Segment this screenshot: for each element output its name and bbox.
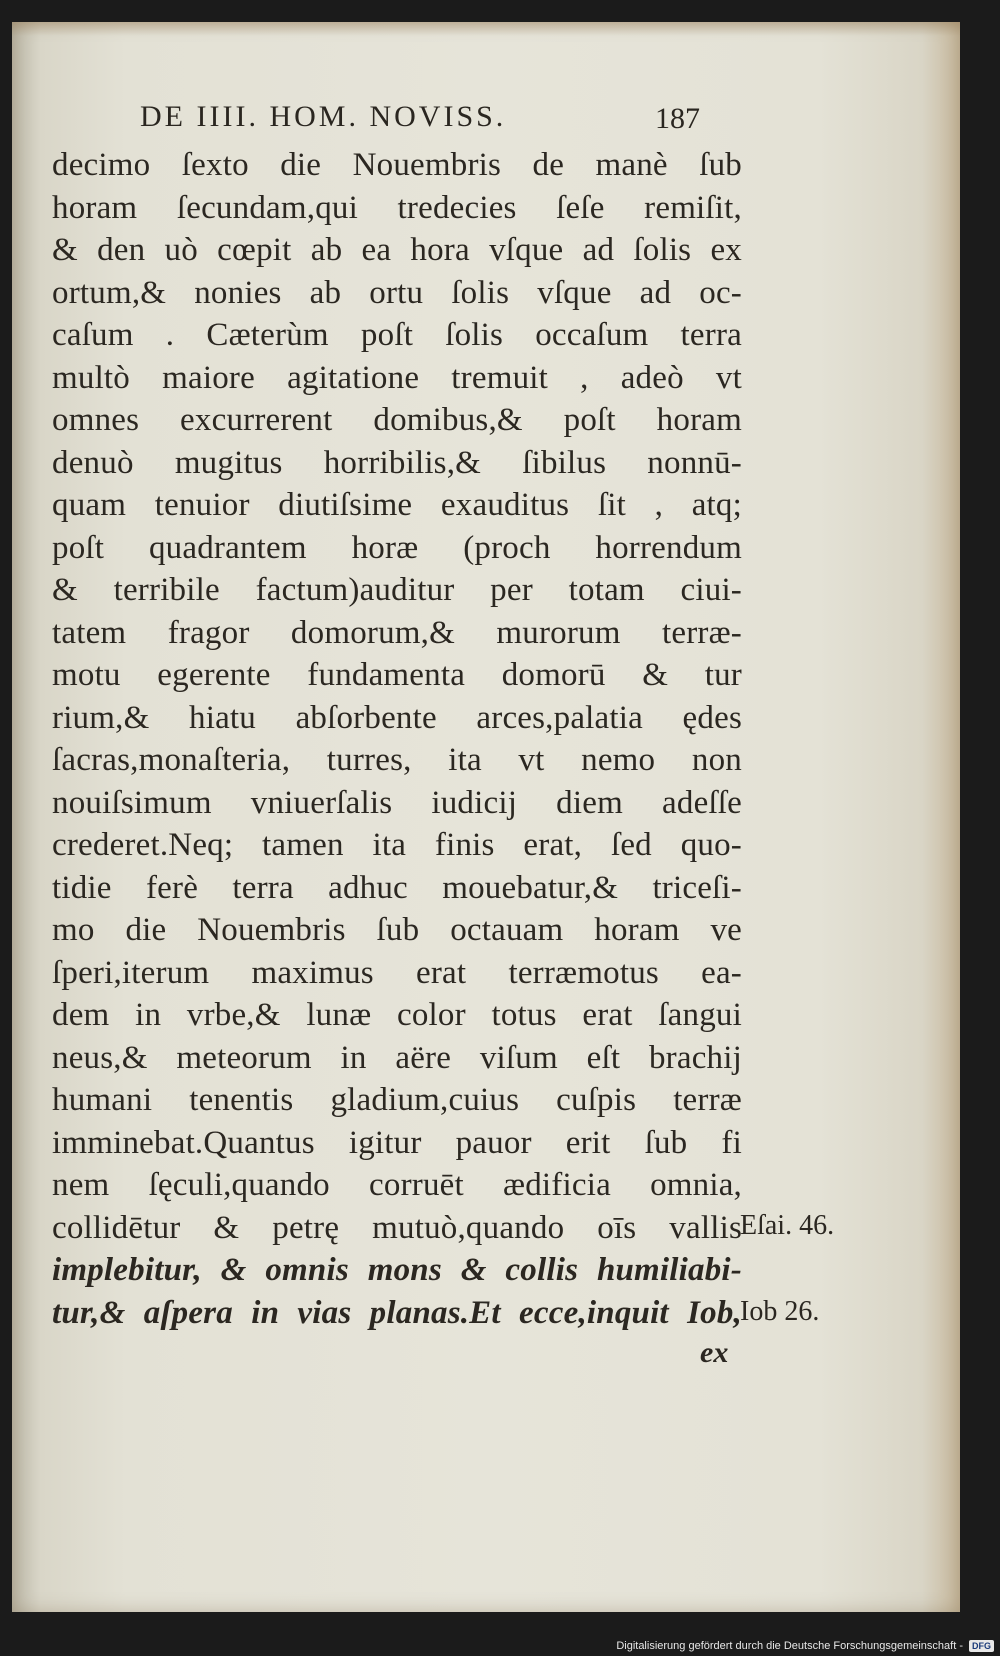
- text-line: rium,& hiatu abſorbente arces,palatia ędes: [52, 699, 742, 736]
- dfg-logo-icon: DFG: [969, 1640, 994, 1652]
- text-line: horam ſecundam,qui tredecies ſeſe remiſit,: [52, 189, 742, 226]
- text-line: & terribile factum)auditur per totam ciui-: [52, 572, 742, 608]
- text-line: motu egerente fundamenta domorū & tur: [52, 657, 742, 693]
- text-line: denuò mugitus horribilis,& ſibilus nonnū-: [52, 444, 742, 481]
- text-line: multò maiore agitatione tremuit , adeò vt: [52, 359, 742, 396]
- text-line: omnes excurrerent domibus,& poſt horam: [52, 402, 742, 438]
- italic-text-line: tur,& aſpera in vias planas.Et ecce,inquit Iob,: [52, 1294, 742, 1331]
- text-line: ortum,& nonies ab ortu ſolis vſque ad oc-: [52, 274, 742, 311]
- text-line: ſacras,monaſteria, turres, ita vt nemo non: [52, 742, 742, 778]
- text-line: nem ſęculi,quando corruēt ædificia omnia,: [52, 1167, 742, 1203]
- digitization-credit: [616, 1640, 994, 1652]
- margin-note-esai: Eſai. 46.: [740, 1210, 835, 1241]
- text-line: caſum . Cæterùm poſt ſolis occaſum terra: [52, 317, 742, 353]
- text-line: nouiſsimum vniuerſalis iudicij diem adeſſe: [52, 784, 742, 821]
- page-top-edge: [12, 22, 960, 36]
- text-line: tidie ferè terra adhuc mouebatur,& triceſi-: [52, 869, 742, 906]
- text-line: neus,& meteorum in aëre viſum eſt brachij: [52, 1039, 742, 1076]
- text-line: crederet.Neq; tamen ita finis erat, ſed quo-: [52, 827, 742, 863]
- text-line: decimo ſexto die Nouembris de manè ſub: [52, 147, 742, 183]
- text-line: humani tenentis gladium,cuius cuſpis terræ: [52, 1082, 742, 1118]
- text-line: mo die Nouembris ſub octauam horam ve: [52, 912, 742, 948]
- text-line: tatem fragor domorum,& murorum terræ-: [52, 614, 742, 651]
- text-line: quam tenuior diutiſsime exauditus ſit , atq;: [52, 487, 742, 523]
- running-head: DE IIII. HOM. NOVISS.: [140, 100, 507, 133]
- text-body: [52, 144, 742, 1334]
- text-line: poſt quadrantem horæ (proch horrendum: [52, 529, 742, 566]
- catchword: ex: [700, 1336, 729, 1369]
- page-number: 187: [655, 102, 700, 135]
- text-line: & den uò cœpit ab ea hora vſque ad ſolis ex: [52, 232, 742, 268]
- credit-text: Digitalisierung gefördert durch die Deutsche Forschungsgemeinschaft -: [616, 1640, 963, 1652]
- text-line: imminebat.Quantus igitur pauor erit ſub fi: [52, 1124, 742, 1161]
- margin-note-iob: Iob 26.: [740, 1296, 820, 1327]
- text-line: dem in vrbe,& lunæ color totus erat ſangui: [52, 997, 742, 1033]
- text-line: collidētur & petrę mutuò,quando oīs vallis: [52, 1209, 742, 1246]
- text-line: ſperi,iterum maximus erat terræmotus ea-: [52, 954, 742, 991]
- italic-text-line: implebitur, & omnis mons & collis humiliabi-: [52, 1252, 742, 1288]
